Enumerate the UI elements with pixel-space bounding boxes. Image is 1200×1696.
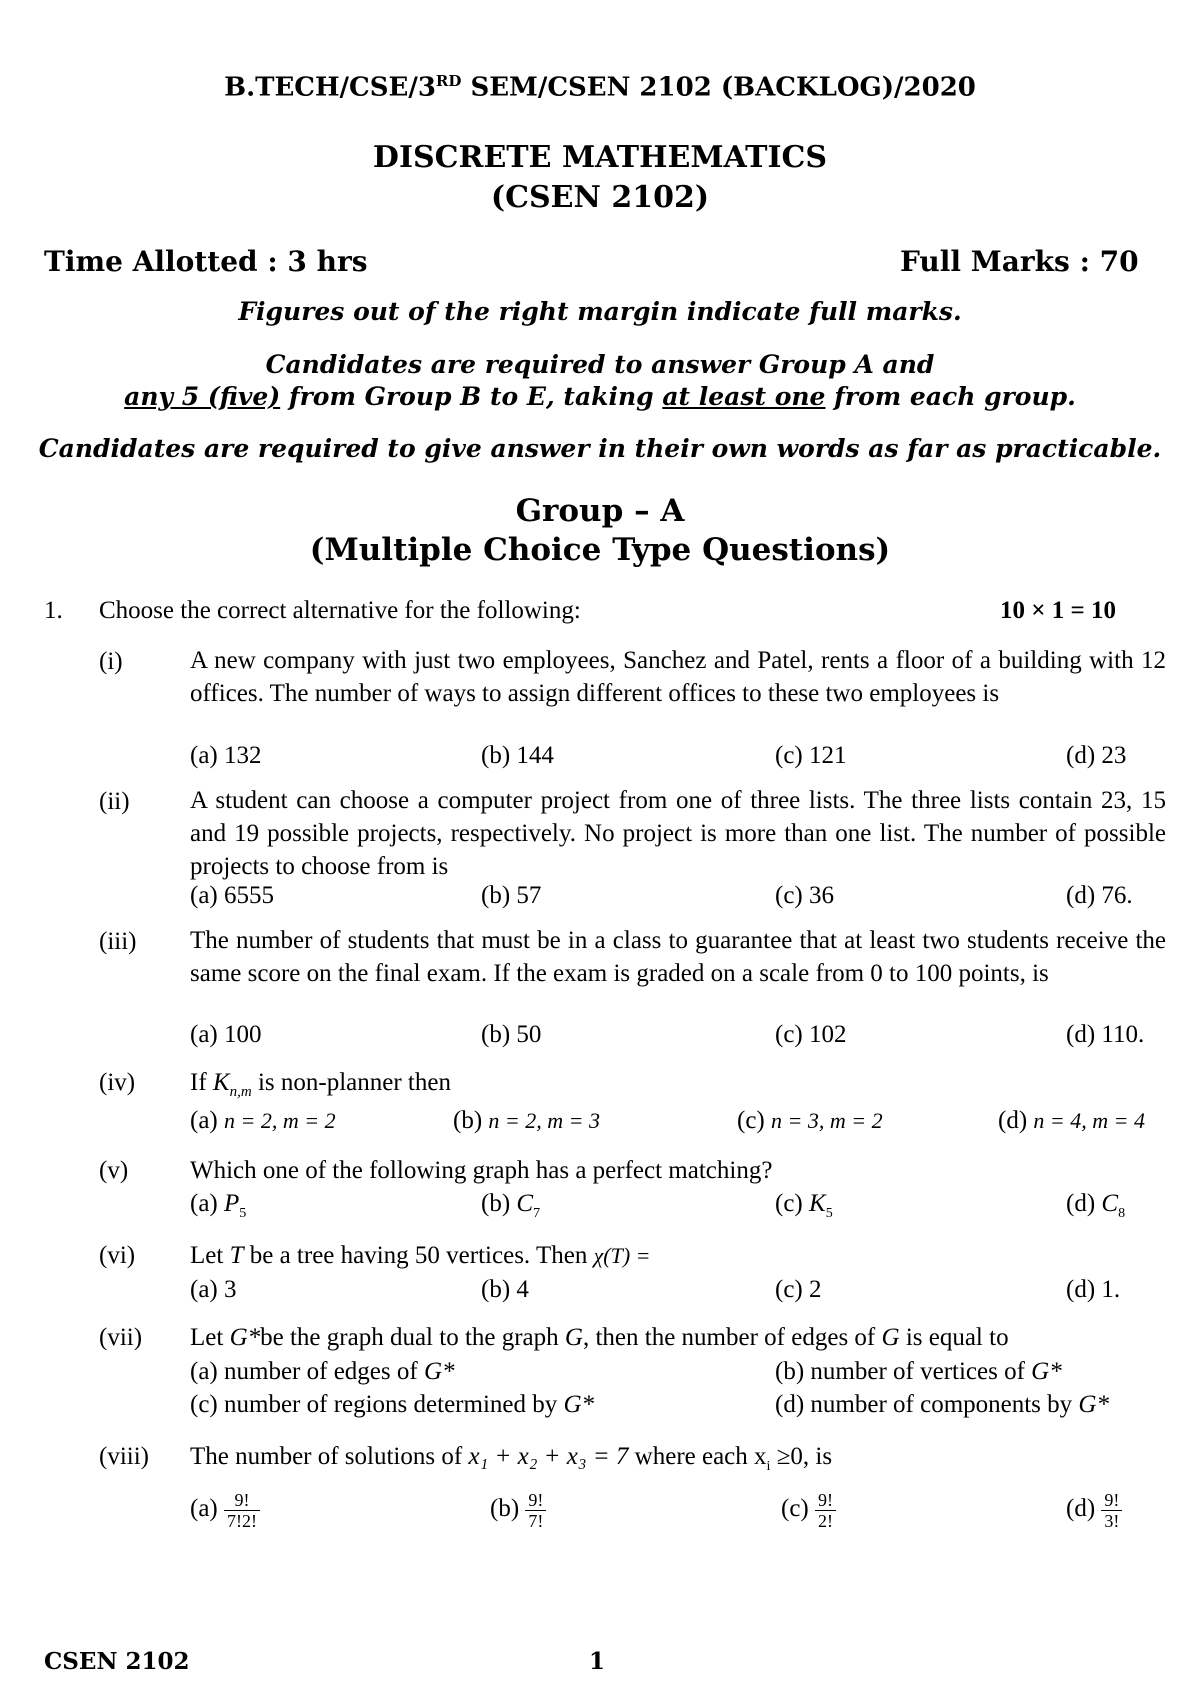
item-number: (iii) xyxy=(99,928,137,955)
item-text: The number of solutions of x₁ + x₂ + x₃ = 7 where each $x_i \ge 0$, is xyxy=(190,1443,833,1474)
option-c: (c) $K_5$ xyxy=(775,1190,833,1221)
paper-code: B.TECH/CSE/3RD SEM/CSEN 2102 (BACKLOG)/2020 xyxy=(224,72,976,103)
option-d: (d) 23 xyxy=(1066,742,1127,769)
paper-title: DISCRETE MATHEMATICS xyxy=(372,140,828,175)
instruction-own-words: Candidates are required to give answer in their own words as far as practicable. xyxy=(38,434,1162,463)
option-a: (a) $\frac{9!}{7!2!}$ xyxy=(190,1490,260,1531)
option-a: (a) $P_5$ xyxy=(190,1190,247,1221)
group-subtitle: (Multiple Choice Type Questions) xyxy=(309,532,891,568)
item-number: (ii) xyxy=(99,788,130,815)
option-b: (b) 50 xyxy=(481,1021,542,1048)
full-marks: Full Marks : 70 xyxy=(900,245,1139,278)
fraction: $\frac{9!}{3!}$ xyxy=(1101,1490,1122,1531)
option-c: (c) n = 3, m = 2 xyxy=(737,1107,883,1134)
option-a: (a) 132 xyxy=(190,742,262,769)
item-text: The number of students that must be in a class to guarantee that at least two students receive the same score on the final exam. If the exam is graded on a scale from 0 to 100 points, is xyxy=(190,927,1166,987)
instruction-groups-2: any 5 (five) from Group B to E, taking at least one from each group. xyxy=(124,382,1076,411)
item-number: (vi) xyxy=(99,1242,136,1269)
page-number: 1 xyxy=(589,1648,606,1675)
item-text: A student can choose a computer project from one of three lists. The three lists contain 23, 15 and 19 possible projects, respectively. No project is more than one list. The number of possible projects to choose from is xyxy=(190,787,1166,880)
option-b: (b) 57 xyxy=(481,882,542,909)
time-allotted: Time Allotted : 3 hrs xyxy=(44,245,368,278)
option-a: (a) 100 xyxy=(190,1021,262,1048)
option-a: (a) 3 xyxy=(190,1276,237,1303)
item-number: (v) xyxy=(99,1157,129,1184)
item-number: (i) xyxy=(99,648,123,675)
option-d: (d) $\frac{9!}{3!}$ xyxy=(1066,1490,1122,1531)
option-c: (c) 36 xyxy=(775,882,834,909)
item-text: A new company with just two employees, Sanchez and Patel, rents a floor of a building with 12 offices. The number of ways to assign different offices to these two employees is xyxy=(190,647,1166,707)
instruction-marks: Figures out of the right margin indicate full marks. xyxy=(238,297,962,326)
option-c: (c) $\frac{9!}{2!}$ xyxy=(781,1490,836,1531)
option-b: (b) $C_7$ xyxy=(481,1190,541,1221)
option-c: (c) 121 xyxy=(775,742,847,769)
option-b: (b) $\frac{9!}{7!}$ xyxy=(490,1490,546,1531)
group-title: Group – A xyxy=(515,493,685,529)
option-a: (a) number of edges of G* xyxy=(190,1358,455,1385)
option-c: (c) number of regions determined by G* xyxy=(190,1391,595,1418)
instruction-groups-1: Candidates are required to answer Group A and xyxy=(265,350,935,379)
option-b: (b) 4 xyxy=(481,1276,529,1303)
item-text: If $K_{n,m}$ is non-planner then xyxy=(190,1069,451,1100)
question-marks: 10 × 1 = 10 xyxy=(1000,597,1116,624)
question-text: Choose the correct alternative for the following: xyxy=(99,597,581,624)
item-text: Let T be a tree having 50 vertices. Then χ(T) = xyxy=(190,1242,651,1269)
option-d: (d) 1. xyxy=(1066,1276,1121,1303)
paper-subtitle: (CSEN 2102) xyxy=(490,180,710,215)
option-d: (d) 76. xyxy=(1066,882,1133,909)
fraction: $\frac{9!}{2!}$ xyxy=(815,1490,836,1531)
item-text: Let G*be the graph dual to the graph G, then the number of edges of G is equal to xyxy=(190,1324,1009,1351)
option-d: (d) 110. xyxy=(1066,1021,1145,1048)
option-d: (d) number of components by G* xyxy=(775,1391,1109,1418)
option-b: (b) n = 2, m = 3 xyxy=(453,1107,600,1134)
item-text: Which one of the following graph has a perfect matching? xyxy=(190,1157,773,1184)
item-number: (iv) xyxy=(99,1069,136,1096)
fraction: $\frac{9!}{7!2!}$ xyxy=(224,1490,260,1531)
option-b: (b) number of vertices of G* xyxy=(775,1358,1062,1385)
question-number: 1. xyxy=(44,597,63,624)
item-number: (vii) xyxy=(99,1324,143,1351)
option-d: (d) n = 4, m = 4 xyxy=(998,1107,1145,1134)
item-number: (viii) xyxy=(99,1443,149,1470)
option-c: (c) 2 xyxy=(775,1276,822,1303)
option-d: (d) $C_8$ xyxy=(1066,1190,1126,1221)
footer-code: CSEN 2102 xyxy=(44,1648,190,1675)
option-b: (b) 144 xyxy=(481,742,554,769)
option-a: (a) 6555 xyxy=(190,882,274,909)
option-c: (c) 102 xyxy=(775,1021,847,1048)
option-a: (a) n = 2, m = 2 xyxy=(190,1107,336,1134)
fraction: $\frac{9!}{7!}$ xyxy=(525,1490,546,1531)
